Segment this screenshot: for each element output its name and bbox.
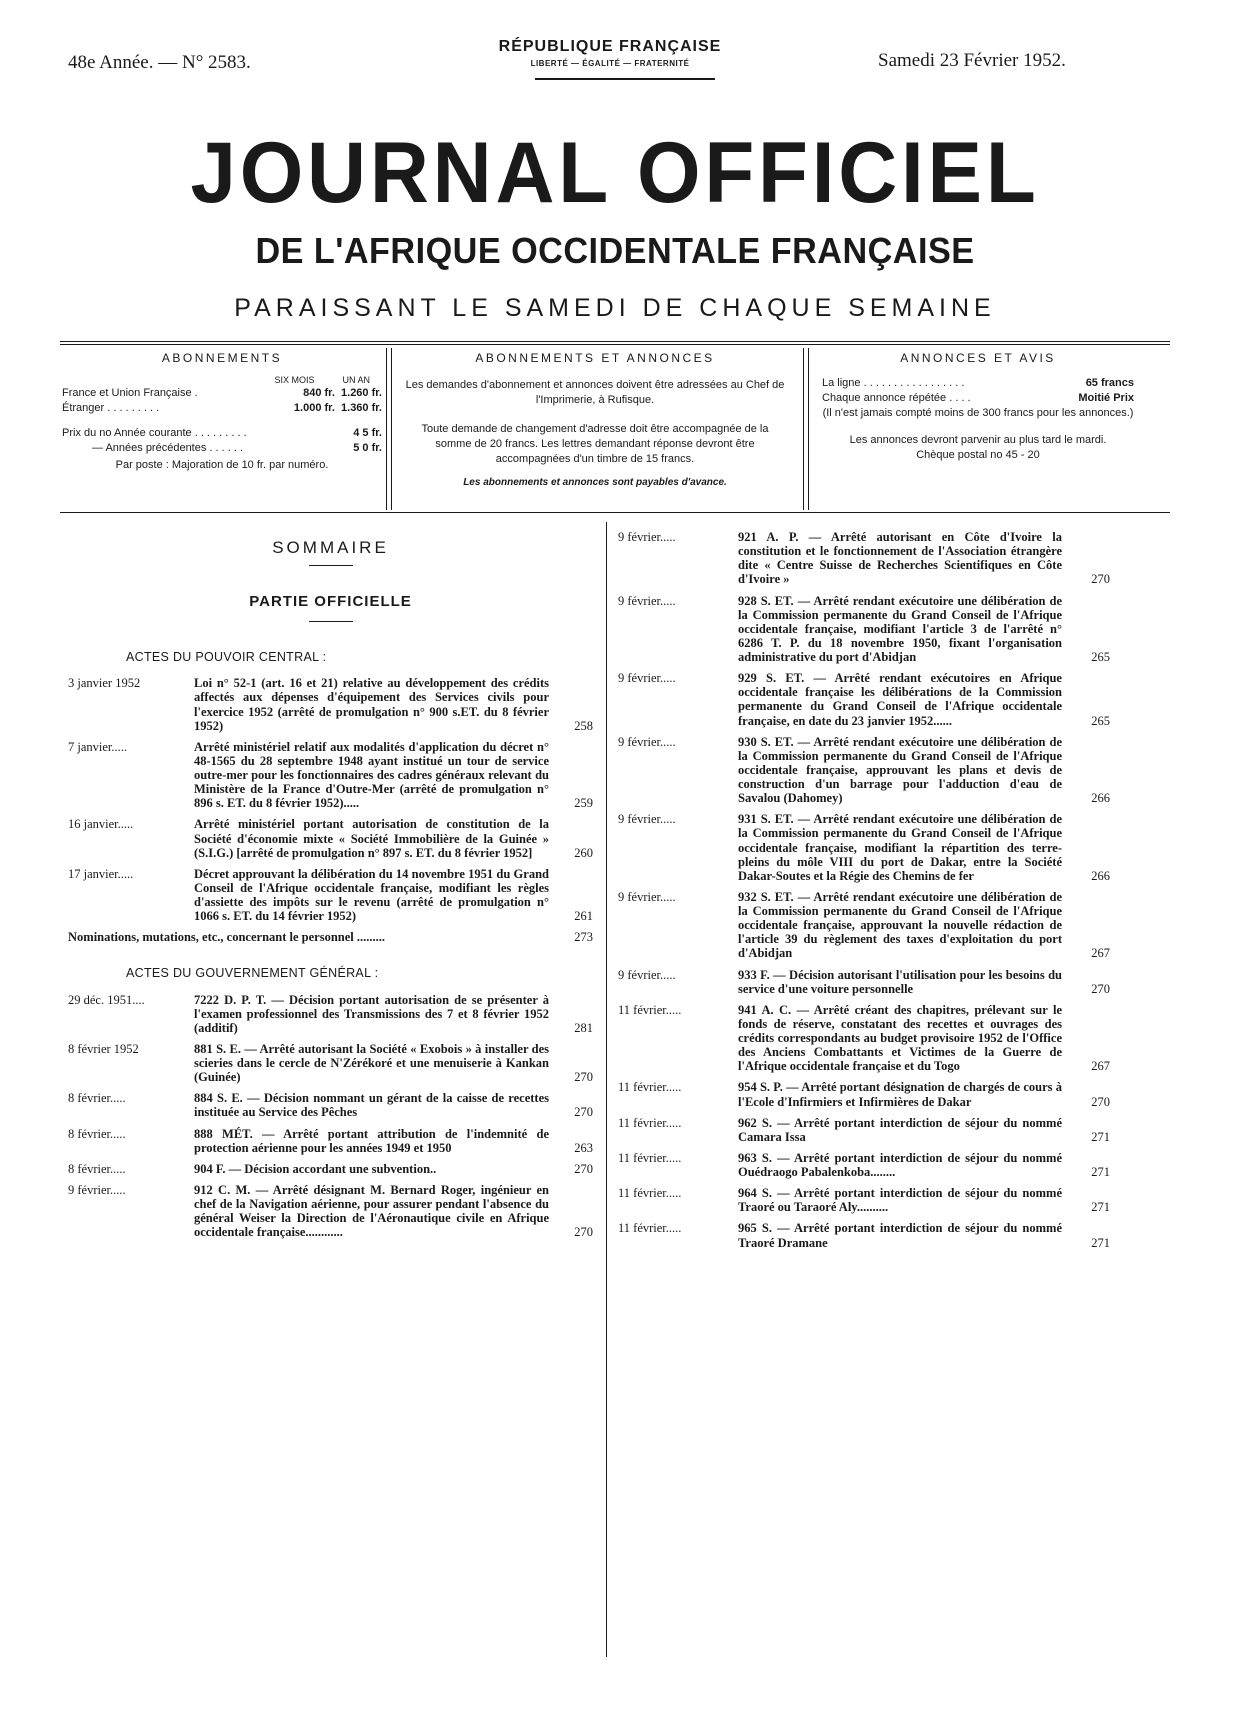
entry-date: 9 février..... (618, 889, 676, 904)
contents-entry (68, 867, 593, 924)
part-rule (309, 621, 353, 622)
one-year-header: UN AN (342, 375, 370, 386)
contents-entry (68, 1162, 593, 1176)
entry-date: 9 février..... (618, 593, 676, 608)
repeat-price-row (822, 391, 1134, 406)
repeat-price: Moitié Prix (1078, 392, 1134, 405)
entry-page: 266 (1091, 868, 1110, 883)
entry-title: 962 S. — Arrêté portant interdiction de séjour du nommé Camara Issa (738, 1115, 1062, 1144)
subs-ads-title: ABONNEMENTS ET ANNONCES (475, 351, 715, 365)
entry-page: 265 (1091, 650, 1110, 664)
entry-date: 11 février..... (618, 1150, 682, 1165)
entry-title: 931 S. ET. — Arrêté rendant exécutoire une délibération de la Commission permanente du Grand Conseil de l'Afrique occidentale française, modifiant la répartition des terre-pleins du môle VIII du port de Dakar, entre la Société Dakar-Soutes et la Régie des Chemins de fer (738, 812, 1062, 883)
entry-date: 8 février 1952 (68, 1041, 139, 1056)
entry-page: 258 (574, 718, 593, 733)
entry-title: 964 S. — Arrêté portant interdiction de séjour du nommé Traoré ou Taraoré Aly.......... (738, 1186, 1062, 1215)
entry-title: 904 F. — Décision accordant une subvention.. (194, 1161, 437, 1176)
entry-title: 954 S. P. — Arrêté portant désignation de chargés de cours à l'Ecole d'Infirmiers et Infirmières de Dakar (738, 1080, 1062, 1109)
entry-title: 933 F. — Décision autorisant l'utilisation pour les besoins du service d'une voiture personnelle (738, 967, 1062, 996)
entry-title: Arrêté ministériel relatif aux modalités d'application du décret n° 48-1565 du 28 septembre 1948 ayant institué un tour de service outre-mer pour les fonctionnaires des cadres généraux relevant du Ministère de la France d'Outre-Mer (arrêté de promulgation n° 896 s. ET. du 8 février 1952)..... (194, 739, 549, 811)
subs-ads-advance: Les abonnements et annonces sont payables d'avance. (463, 477, 727, 489)
contents-entry (618, 1186, 1110, 1214)
contents-entry (618, 890, 1110, 961)
entry-title: Arrêté ministériel portant autorisation de constitution de la Société d'économie mixte « Société Immobilière de la Guinée » (S.I.G.) [arrêté de promulgation n° 897 s. ET. du 8 février 1952] (194, 817, 549, 860)
contents-entry (618, 530, 1110, 587)
past-issue-row (62, 441, 382, 456)
entry-page: 271 (1091, 1129, 1110, 1144)
subscriptions-title: ABONNEMENTS (161, 351, 283, 365)
entry-page: 259 (574, 796, 593, 811)
price-six: 1.000 fr. (293, 402, 335, 415)
entry-date: 9 février..... (618, 967, 676, 982)
subs-ads-change: Toute demande de changement d'adresse doit être accompagnée de la somme de 20 francs. Les lettres demandant réponse devront être accompagnées d'un timbre de 15 francs. (421, 422, 769, 465)
entry-date: 9 février..... (618, 812, 676, 827)
contents-entry (618, 1116, 1110, 1144)
entry-date: 8 février..... (68, 1126, 126, 1141)
contents-entry (68, 1183, 593, 1240)
contents-entry (618, 1151, 1110, 1179)
entry-title: 963 S. — Arrêté portant interdiction de séjour du nommé Ouédraogo Pabalenkoba........ (738, 1150, 1062, 1179)
nominations-page: 273 (574, 930, 593, 945)
entry-page: 271 (1091, 1200, 1110, 1215)
entry-page: 261 (574, 909, 593, 924)
notices-title: ANNONCES ET AVIS (900, 351, 1056, 365)
contents-heading: SOMMAIRE (272, 538, 389, 557)
entry-title: Décret approuvant la délibération du 14 novembre 1951 du Grand Conseil de l'Afrique occidentale française, modifiant les règles d'assiette des impôts sur le revenu (arrêté de promulgation n° 1066 s. ET. du 14 février 1952) (194, 866, 549, 924)
contents-entry (68, 740, 593, 811)
contents-entry (68, 1127, 593, 1155)
national-motto: LIBERTÉ — ÉGALITÉ — FRATERNITÉ (530, 59, 690, 68)
entry-page: 270 (1091, 572, 1110, 587)
entry-title: 932 S. ET. — Arrêté rendant exécutoire une délibération de la Commission permanente du Grand Conseil de l'Afrique occidentale française, approuvant la nouvelle rédaction de l'article 39 du règlement des taxes d'exploitation du port d'Abidjan (738, 889, 1062, 961)
subscriptions-box (62, 350, 382, 473)
entry-title: 965 S. — Arrêté portant interdiction de séjour du nommé Traoré Dramane (738, 1221, 1062, 1250)
price-row-france (62, 386, 382, 401)
central-acts-list (68, 676, 593, 923)
entry-title: 7222 D. P. T. — Décision portant autorisation de se présenter à l'examen professionnel des Transmissions des 7 et 8 février 1952 (additif) (194, 992, 549, 1035)
box-divider (803, 348, 809, 510)
entry-page: 270 (574, 1161, 593, 1176)
entry-title: 921 A. P. — Arrêté autorisant en Côte d'Ivoire la constitution et le fonctionnement de l'Association étrangère dite « Centre Suisse de Recherches Scientifiques en Côte d'Ivoire » (738, 530, 1062, 587)
entry-page: 270 (574, 1225, 593, 1240)
entry-title: 912 C. M. — Arrêté désignant M. Bernard Roger, ingénieur en chef de la Navigation aérienne, pour assurer pendant l'absence du général Weiser la Direction de l'Aéronautique civile en Afrique occidentale française............ (194, 1182, 549, 1240)
contents-entry (618, 1080, 1110, 1108)
entry-date: 9 février..... (68, 1182, 126, 1197)
entry-title: 881 S. E. — Arrêté autorisant la Société « Exobois » à installer des scieries dans le cercle de N'Zérékoré et une menuiserie à Kankan (Guinée) (194, 1041, 549, 1085)
entry-date: 17 janvier..... (68, 866, 134, 881)
issue-price-label: Prix du no Année courante . . . . . . . . . (62, 427, 247, 440)
contents-entry (618, 671, 1110, 728)
entry-date: 9 février..... (618, 530, 676, 544)
entry-date: 16 janvier..... (68, 817, 134, 832)
box-top-rule (60, 341, 1170, 342)
entry-title: 928 S. ET. — Arrêté rendant exécutoire une délibération de la Commission permanente du Grand Conseil de l'Afrique occidentale française, modifiant l'article 3 de l'arrêté n° 6286 T. P. du 18 novembre 1950, fixant l'organisation administrative du port d'Abidjan (738, 593, 1062, 664)
entry-title: 941 A. C. — Arrêté créant des chapitres, prélevant sur le fonds de réserve, constatant des recettes et ouvrages des crédits correspondants au budget provisoire 1952 de l'Office des Anciens Combattants et Victimes de la Guerre de l'Afrique occidentale française et du Togo (738, 1002, 1062, 1074)
issue-number: 48e Année. — N° 2583. (68, 52, 251, 73)
entry-title: 929 S. ET. — Arrêté rendant exécutoires en Afrique occidentale française les délibérations de la Commission permanente du Grand Conseil de l'Afrique occidentale française, en date du 23 janvier 1952...... (738, 671, 1062, 728)
journal-title: JOURNAL OFFICIEL (190, 125, 1040, 221)
entry-title: 930 S. ET. — Arrêté rendant exécutoire une délibération de la Commission permanente du Grand Conseil de l'Afrique occidentale française, approuvant les plans et devis de construction d'un barrage pour l'adduction d'eau de Savalou (Dahomey) (738, 734, 1062, 806)
column-divider (606, 522, 607, 1657)
contents-entry (68, 676, 593, 733)
entry-date: 7 janvier..... (68, 739, 128, 754)
issue-price: 4 5 fr. (353, 427, 382, 440)
past-issue-label: — Années précédentes . . . . . . (92, 441, 244, 454)
official-part-heading: PARTIE OFFICIELLE (249, 593, 412, 611)
six-months-header: SIX MOIS (274, 375, 315, 386)
contents-entry (618, 1221, 1110, 1249)
price-year: 1.360 fr. (341, 402, 382, 415)
contents-entry (68, 993, 593, 1035)
price-year: 1.260 fr. (341, 387, 382, 400)
entry-page: 267 (1091, 946, 1110, 961)
section-general-heading: ACTES DU GOUVERNEMENT GÉNÉRAL : (126, 966, 379, 981)
past-issue-price: 5 0 fr. (353, 441, 382, 454)
postage-note: Par poste : Majoration de 10 fr. par numéro. (115, 458, 329, 471)
entry-date: 9 février..... (618, 734, 676, 749)
right-acts-list (618, 530, 1110, 1250)
header-rule (535, 78, 715, 80)
entry-date: 3 janvier 1952 (68, 676, 141, 691)
entry-title: 888 MÉT. — Arrêté portant attribution de l'indemnité de protection aérienne pour les années 1949 et 1950 (194, 1126, 549, 1155)
heading-rule (309, 565, 353, 566)
box-top-rule-2 (60, 344, 1170, 345)
entry-page: 265 (1091, 713, 1110, 728)
contents-entry (618, 812, 1110, 883)
entry-date: 11 février..... (618, 1186, 682, 1201)
entry-page: 267 (1091, 1059, 1110, 1074)
entry-date: 11 février..... (618, 1002, 682, 1017)
subs-ads-address: Les demandes d'abonnement et annonces doivent être adressées au Chef de l'Imprimerie, à Rufisque. (405, 379, 785, 407)
line-price: 65 francs (1085, 377, 1134, 390)
section-central-heading: ACTES DU POUVOIR CENTRAL : (126, 650, 327, 665)
price-six: 840 fr. (303, 387, 335, 400)
contents-entry (618, 594, 1110, 665)
price-row-foreign (62, 401, 382, 416)
contents-right-column (618, 530, 1110, 1257)
journal-subtitle: DE L'AFRIQUE OCCIDENTALE FRANÇAISE (255, 230, 975, 271)
entry-page: 271 (1091, 1235, 1110, 1250)
entry-title: Loi n° 52-1 (art. 16 et 21) relative au développement des crédits affectés aux dépenses d'équipement des Services civils pour l'exercice 1952 (arrêté de promulgation n° 900 s.ET. du 8 février 1952) (194, 676, 549, 733)
box-divider (386, 348, 392, 510)
publication-frequency: PARAISSANT LE SAMEDI DE CHAQUE SEMAINE (234, 294, 996, 322)
entry-date: 11 février..... (618, 1080, 682, 1095)
republic-header (440, 38, 780, 68)
contents-entry (68, 1042, 593, 1084)
entry-title: 884 S. E. — Décision nommant un gérant de la caisse de recettes instituée au Service des Pêches (194, 1091, 549, 1120)
contents-entry (68, 817, 593, 859)
contents-entry (618, 968, 1110, 996)
minimum-note: (Il n'est jamais compté moins de 300 francs pour les annonces.) (822, 406, 1134, 419)
subs-ads-box (404, 350, 786, 490)
entry-page: 270 (574, 1105, 593, 1120)
entry-page: 260 (574, 845, 593, 860)
entry-date: 8 février..... (68, 1091, 126, 1106)
nominations-entry (68, 930, 593, 944)
entry-page: 271 (1091, 1165, 1110, 1179)
postal-cheque: Chèque postal no 45 - 20 (916, 448, 1040, 461)
entry-date: 9 février..... (618, 671, 676, 686)
republic-title: RÉPUBLIQUE FRANÇAISE (498, 38, 722, 55)
deadline-note: Les annonces devront parvenir au plus tard le mardi. (849, 433, 1107, 446)
entry-date: 29 déc. 1951.... (68, 992, 145, 1007)
nominations-text: Nominations, mutations, etc., concernant le personnel ......... (68, 930, 385, 945)
entry-date: 11 février..... (618, 1221, 682, 1236)
subscriptions-columns (62, 374, 382, 386)
entry-date: 11 février..... (618, 1115, 682, 1130)
entry-page: 270 (1091, 1094, 1110, 1109)
issue-date: Samedi 23 Février 1952. (878, 50, 1066, 71)
price-row-label: Étranger . . . . . . . . . (62, 402, 160, 415)
box-bottom-rule (60, 512, 1170, 513)
contents-entry (618, 735, 1110, 806)
contents-left-column (68, 530, 593, 1246)
contents-entry (618, 1003, 1110, 1074)
entry-page: 263 (574, 1140, 593, 1155)
contents-entry (68, 1091, 593, 1119)
notices-box (822, 350, 1134, 462)
entry-page: 281 (574, 1020, 593, 1035)
entry-page: 270 (1091, 981, 1110, 996)
line-price-label: La ligne . . . . . . . . . . . . . . . . . (822, 377, 965, 390)
repeat-price-label: Chaque annonce répétée . . . . (822, 392, 971, 405)
entry-page: 270 (574, 1070, 593, 1085)
issue-price-row (62, 426, 382, 441)
entry-page: 266 (1091, 791, 1110, 806)
price-row-label: France et Union Française . (62, 387, 198, 400)
line-price-row (822, 376, 1134, 391)
entry-date: 8 février..... (68, 1161, 126, 1176)
general-acts-list (68, 993, 593, 1240)
